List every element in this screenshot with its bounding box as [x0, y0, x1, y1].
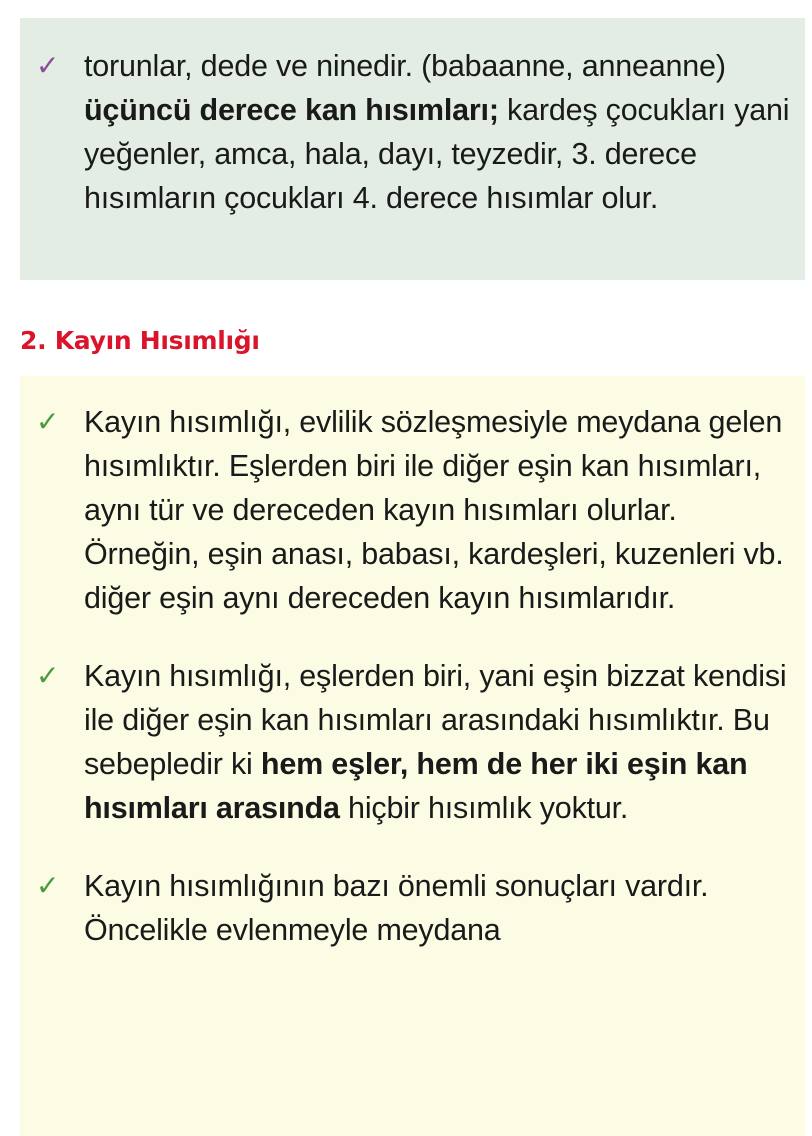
kayin-hisimligi-box [20, 376, 805, 1136]
check-mark-icon: ✓ [36, 869, 60, 902]
list-item [20, 376, 805, 620]
item-bold-text: hem eşler, hem de her iki eşin kan hısımları arasında [84, 747, 748, 825]
list-item [20, 654, 805, 830]
item-text-continued: hiçbir hısımlık yoktur. [339, 791, 629, 825]
check-mark-icon: ✓ [36, 405, 60, 438]
item-text: Kayın hısımlığının bazı önemli sonuçları vardır. Öncelikle evlenmeyle meydana [84, 869, 709, 947]
check-mark-icon: ✓ [36, 49, 60, 82]
item-text: torunlar, dede ve ninedir. (babaanne, anneanne) [84, 49, 726, 83]
item-bold-text: üçüncü derece kan hısımları; [84, 93, 499, 127]
check-mark-icon: ✓ [36, 659, 60, 692]
continuation-box [20, 18, 805, 280]
item-text: Kayın hısımlığı, evlilik sözleşmesiyle meydana gelen hısımlıktır. Eşlerden biri ile diğer eşin kan hısımları, aynı tür ve dereceden kayın hısımları olurlar. Örneğin, eşin anası, babası, kardeşleri, kuzenleri vb. diğer eşin aynı dereceden kayın hısımlarıdır. [84, 405, 784, 615]
list-item [20, 18, 805, 220]
item-text-continued: kardeş çocukları yani yeğenler, amca, hala, dayı, teyzedir, 3. derece hısımların çocukları 4. derece hısımlar olur. [84, 93, 790, 215]
list-item [20, 864, 805, 952]
section-heading: 2. Kayın Hısımlığı [20, 326, 260, 355]
item-text: Kayın hısımlığı, eşlerden biri, yani eşin bizzat kendisi ile diğer eşin kan hısımları arasındaki hısımlıktır. Bu sebepledir ki [84, 659, 787, 781]
